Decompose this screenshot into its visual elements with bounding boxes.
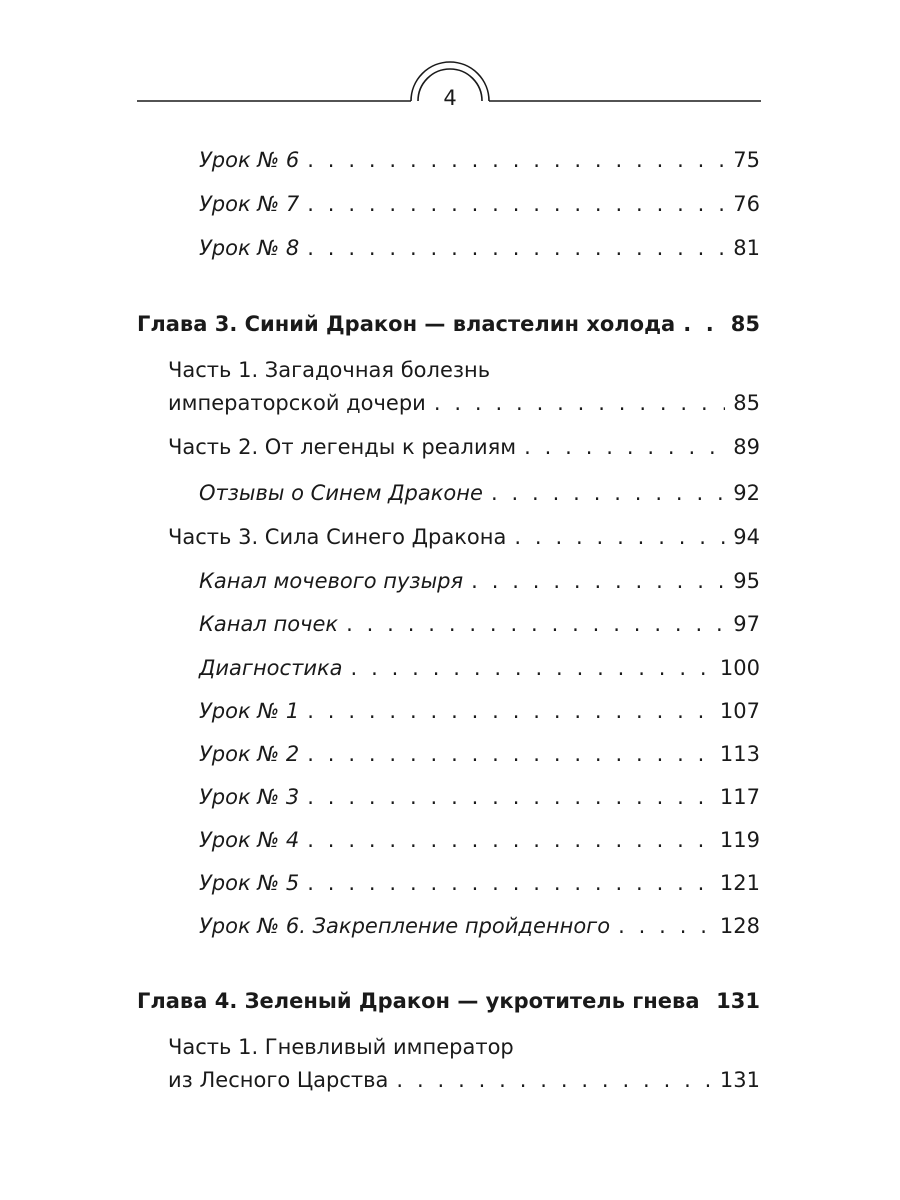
toc-entry[interactable] xyxy=(199,740,760,768)
dot-leader xyxy=(307,783,712,811)
toc-entry-title: Канал мочевого пузыря xyxy=(199,569,464,593)
toc-entry-page: 131 xyxy=(716,989,760,1013)
toc-entry-page: 92 xyxy=(733,481,760,505)
dot-leader xyxy=(708,987,709,1015)
dot-leader xyxy=(307,869,712,897)
toc-entry[interactable] xyxy=(199,146,760,174)
toc-entry-title-line1[interactable]: Часть 1. Гневливый император xyxy=(168,1035,514,1059)
dot-leader xyxy=(524,433,725,461)
toc-entry[interactable] xyxy=(168,523,760,551)
toc-entry-title: Урок № 5 xyxy=(199,871,300,895)
dot-leader xyxy=(307,190,725,218)
toc-entry-page: 117 xyxy=(719,785,760,809)
toc-entry-page: 75 xyxy=(733,148,760,172)
toc-entry[interactable] xyxy=(199,567,760,595)
dot-leader xyxy=(307,740,712,768)
toc-entry-page: 94 xyxy=(733,525,760,549)
toc-entry-page: 85 xyxy=(733,391,760,415)
toc-entry[interactable] xyxy=(199,783,760,811)
toc-entry-title: императорской дочери xyxy=(168,391,426,415)
dot-leader xyxy=(307,234,725,262)
dot-leader xyxy=(491,479,725,507)
toc-entry-page: 100 xyxy=(719,656,760,680)
dot-leader xyxy=(514,523,725,551)
dot-leader xyxy=(346,610,725,638)
dot-leader xyxy=(396,1066,711,1094)
toc-entry-title: Канал почек xyxy=(199,612,339,636)
toc-entry-page: 128 xyxy=(719,914,760,938)
toc-entry-page: 119 xyxy=(719,828,760,852)
toc-entry-page: 97 xyxy=(733,612,760,636)
dot-leader xyxy=(307,826,712,854)
dot-leader xyxy=(351,654,712,682)
toc-entry-page: 95 xyxy=(733,569,760,593)
toc-entry-title: Урок № 8 xyxy=(199,236,300,260)
toc-entry-page: 121 xyxy=(719,871,760,895)
toc-entry-title: Урок № 6. Закрепление пройденного xyxy=(199,914,611,938)
toc-chapter[interactable] xyxy=(137,310,760,338)
toc-entry[interactable] xyxy=(199,234,760,262)
toc-entry-title: Урок № 7 xyxy=(199,192,300,216)
toc-entry[interactable] xyxy=(168,389,760,417)
toc-entry[interactable] xyxy=(199,912,760,940)
toc-entry[interactable] xyxy=(199,610,760,638)
toc-entry[interactable] xyxy=(199,826,760,854)
toc-entry[interactable] xyxy=(168,433,760,461)
toc-entry-title: из Лесного Царства xyxy=(168,1068,389,1092)
toc-entry-title: Урок № 4 xyxy=(199,828,300,852)
dot-leader xyxy=(471,567,725,595)
toc-entry-title: Урок № 1 xyxy=(199,699,300,723)
dot-leader xyxy=(434,389,725,417)
toc-entry[interactable] xyxy=(199,869,760,897)
toc-entry-title: Часть 3. Сила Синего Дракона xyxy=(168,525,507,549)
toc-entry-title: Урок № 3 xyxy=(199,785,300,809)
toc-chapter-title: Глава 4. Зеленый Дракон — укротитель гнева xyxy=(137,989,700,1013)
toc-chapter[interactable] xyxy=(137,987,760,1015)
toc-entry[interactable] xyxy=(168,1066,760,1094)
toc-entry-page: 76 xyxy=(733,192,760,216)
toc-entry-page: 113 xyxy=(719,742,760,766)
dot-leader xyxy=(307,697,712,725)
toc-entry-title: Урок № 2 xyxy=(199,742,300,766)
toc-entry-title-line1[interactable]: Часть 1. Загадочная болезнь xyxy=(168,358,491,382)
dot-leader xyxy=(618,912,712,940)
toc-entry-title: Отзывы о Синем Драконе xyxy=(199,481,483,505)
toc-entry-page: 107 xyxy=(719,699,760,723)
toc-entry[interactable] xyxy=(199,190,760,218)
dot-leader xyxy=(307,146,725,174)
toc-entry-title: Диагностика xyxy=(199,656,343,680)
toc-entry[interactable] xyxy=(199,654,760,682)
toc-entry-page: 85 xyxy=(730,312,760,336)
dot-leader xyxy=(683,310,723,338)
toc-entry-title: Урок № 6 xyxy=(199,148,300,172)
page-number: 4 xyxy=(443,86,457,110)
toc-entry-page: 131 xyxy=(719,1068,760,1092)
toc-entry-page: 89 xyxy=(733,435,760,459)
toc-entry-page: 81 xyxy=(733,236,760,260)
toc-entry[interactable] xyxy=(199,697,760,725)
toc-entry-title: Часть 2. От легенды к реалиям xyxy=(168,435,517,459)
toc-chapter-title: Глава 3. Синий Дракон — властелин холода xyxy=(137,312,676,336)
toc-entry[interactable] xyxy=(199,479,760,507)
